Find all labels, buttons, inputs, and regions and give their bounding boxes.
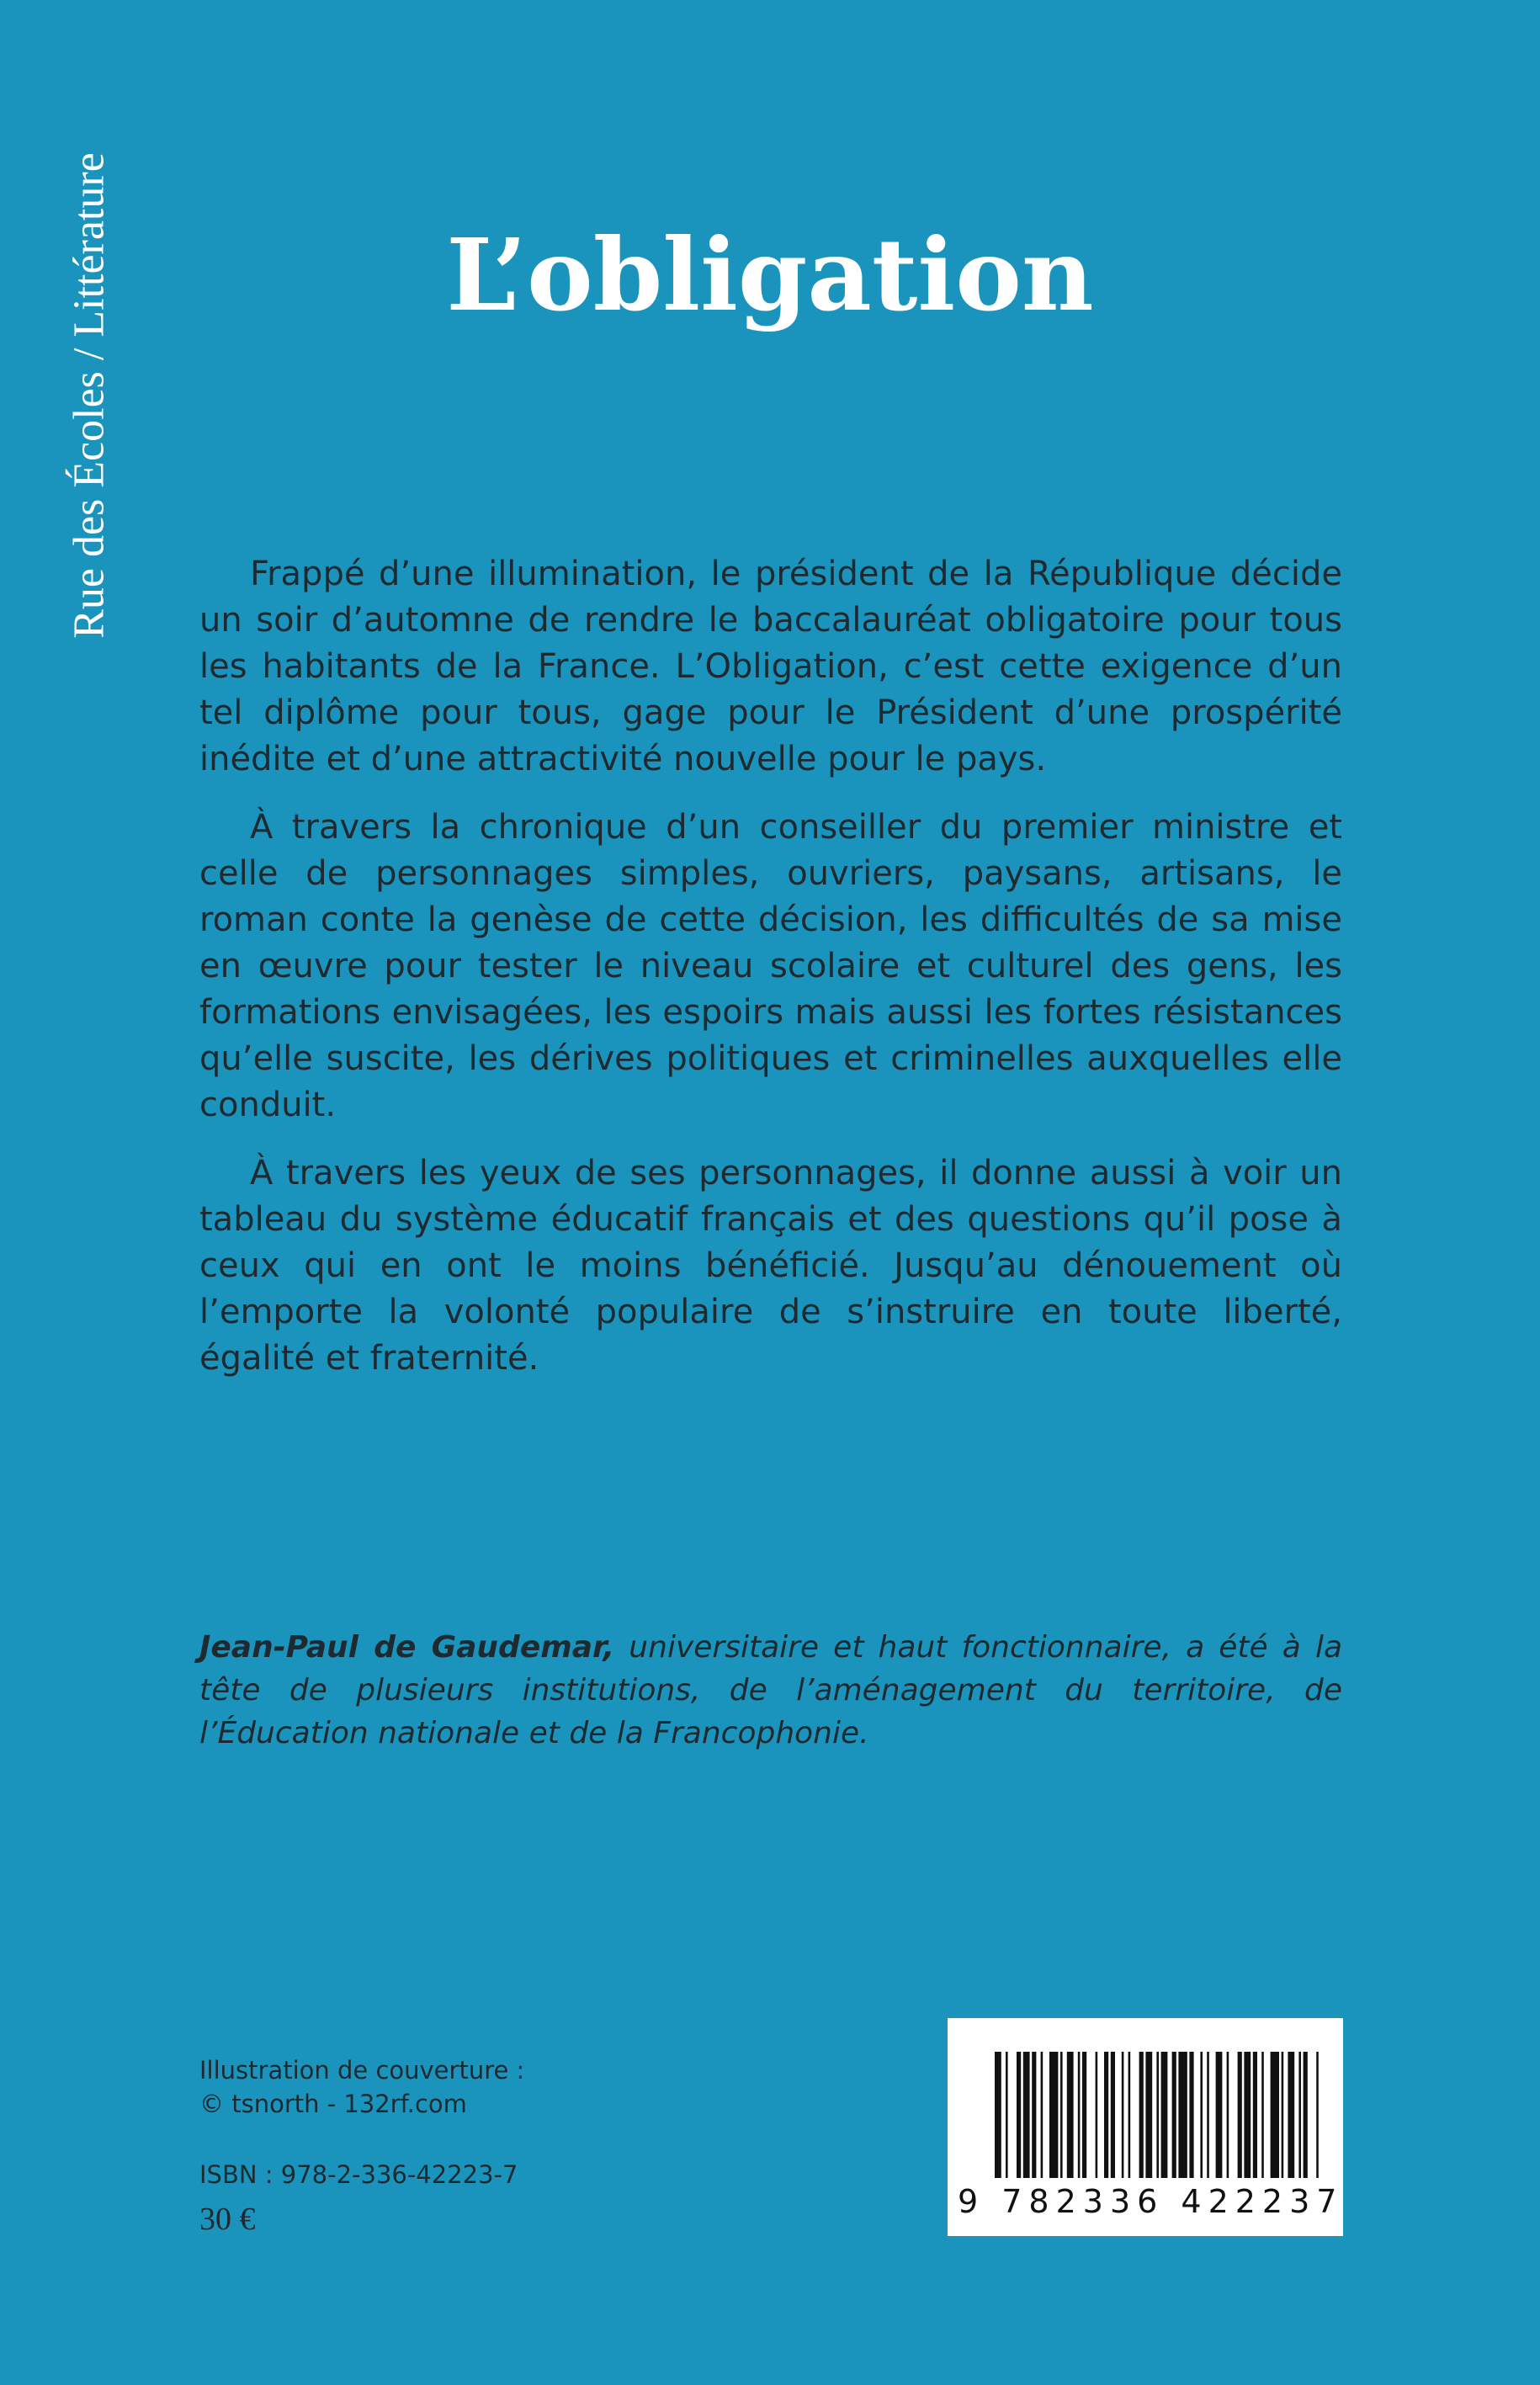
- barcode-bar: [1156, 2052, 1159, 2178]
- barcode-bar: [1041, 2052, 1043, 2178]
- book-title: L’obligation: [446, 216, 1094, 333]
- barcode-bar: [1172, 2052, 1176, 2178]
- barcode-bar: [995, 2052, 1001, 2178]
- author-description: universitaire et haut fonctionnaire, a été à la tête de plusieurs institutions, de l’aménagement du territoire, de l’Éducation nationale et de la Francophonie.: [199, 1630, 1343, 1750]
- barcode-bar: [1049, 2052, 1058, 2178]
- barcode-bar: [1139, 2052, 1144, 2178]
- barcode-bar: [1082, 2052, 1086, 2178]
- barcode-bar: [1111, 2052, 1115, 2178]
- barcode-bar: [1032, 2052, 1036, 2178]
- barcode-bar: [1253, 2052, 1257, 2178]
- barcode-bar: [1304, 2052, 1308, 2178]
- barcode-bar: [1178, 2052, 1187, 2178]
- barcode-bar: [1189, 2052, 1193, 2178]
- barcode-bar: [1207, 2052, 1209, 2178]
- barcode-bar: [1104, 2052, 1108, 2178]
- barcode-digits: 9 782336 422237: [958, 2183, 1344, 2220]
- blurb-paragraph-3: À travers les yeux de ses personnages, il donne aussi à voir un tableau du système éducatif français et des questions qu’il pose à ceux qui en ont le moins bénéficié. Jusqu’au dénouement où l’emporte la volonté populaire de s’instruire en toute liberté, égalité et fraternité.: [199, 1154, 1342, 1378]
- barcode-bar: [1006, 2052, 1008, 2178]
- barcode-bar: [1261, 2052, 1264, 2178]
- blurb: [199, 551, 1342, 1404]
- barcode-bar: [1060, 2052, 1063, 2178]
- barcode-bar: [1067, 2052, 1074, 2178]
- barcode-bar: [1244, 2052, 1251, 2178]
- barcode-bar: [1316, 2052, 1319, 2178]
- barcode-bar: [1096, 2052, 1098, 2178]
- spine-collection-label: Rue des Écoles / Littérature: [65, 152, 114, 639]
- barcode-bar: [1161, 2052, 1168, 2178]
- illustration-credits: [199, 2053, 524, 2121]
- barcode-bar: [1298, 2052, 1301, 2178]
- barcode-bar: [1288, 2052, 1294, 2178]
- blurb-paragraph-1: Frappé d’une illumination, le président de la République décide un soir d’automne de rendre le baccalauréat obligatoire pour tous les habitants de la France. L’Obligation, c’est cette exigence d’un tel diplôme pour tous, gage pour le Président d’une prospérité inédite et d’une attractivité nouvelle pour le pays.: [199, 555, 1342, 778]
- credits-source: © tsnorth - 132rf.com: [199, 2090, 467, 2118]
- barcode-bar: [1282, 2052, 1284, 2178]
- credits-label: Illustration de couverture :: [199, 2056, 525, 2085]
- barcode-bar: [1078, 2052, 1081, 2178]
- barcode-bar: [1238, 2052, 1242, 2178]
- price: 30 €: [199, 2202, 256, 2237]
- author-name: Jean-Paul de Gaudemar,: [199, 1630, 615, 1665]
- blurb-paragraph-2: À travers la chronique d’un conseiller du premier ministre et celle de personnages simples, ouvriers, paysans, artisans, le roman conte la genèse de cette décision, les difficultés de sa mise en œuvre pour tester le niveau scolaire et culturel des gens, les formations envisagées, les espoirs mais aussi les fortes résistances qu’elle suscite, les dérives politiques et criminelles auxquelles elle conduit.: [199, 808, 1342, 1124]
- barcode-bar: [1200, 2052, 1203, 2178]
- barcode: [948, 2018, 1343, 2236]
- barcode-bar: [1128, 2052, 1131, 2178]
- barcode-bar: [1122, 2052, 1124, 2178]
- barcode-bar: [1271, 2052, 1279, 2178]
- isbn: ISBN : 978-2-336-42223-7: [199, 2160, 518, 2189]
- barcode-bar: [1145, 2052, 1152, 2178]
- author-bio: [199, 1626, 1342, 1755]
- barcode-bar: [1216, 2052, 1223, 2178]
- barcode-bar: [1023, 2052, 1030, 2178]
- barcode-bar: [1227, 2052, 1229, 2178]
- barcode-bar: [1017, 2052, 1021, 2178]
